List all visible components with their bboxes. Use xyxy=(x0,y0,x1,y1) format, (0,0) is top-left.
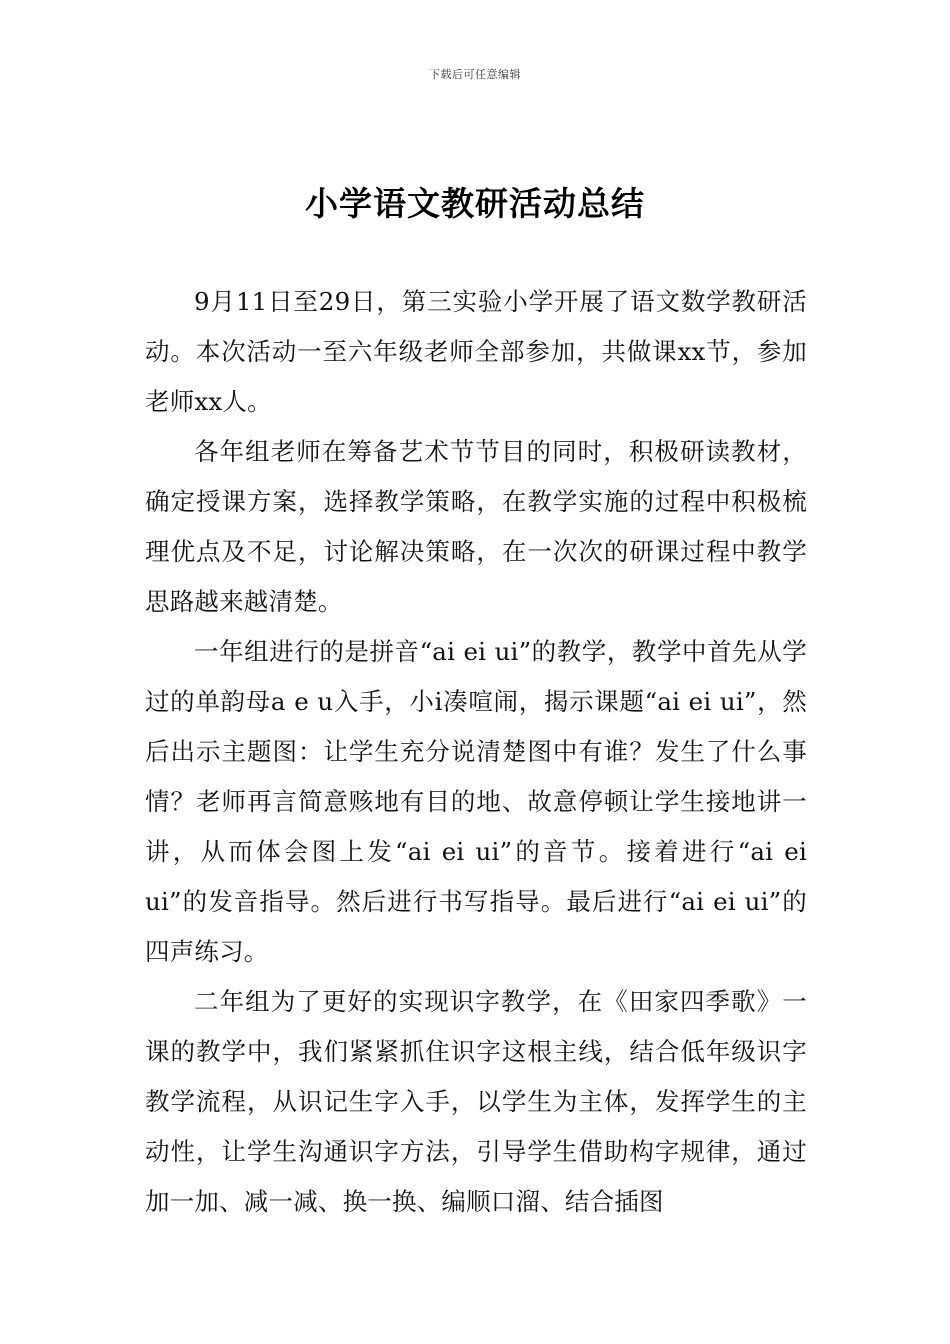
document-title: 小学语文教研活动总结 xyxy=(305,184,645,223)
header-note: 下载后可任意编辑 xyxy=(429,68,521,81)
paragraph-3: 一年组进行的是拼音“ai ei ui”的教学，教学中首先从学过的单韵母a e u入手，小i凑喧闹，揭示课题“ai ei ui”，然后出示主题图：让学生充分说清楚图中有谁？发生了什么事情？老师再言简意赅地有目的地、故意停顿让学生接地讲一讲，从而体会图上发“ai ei ui”的音节。接着进行“ai ei ui”的发音指导。然后进行书写指导。最后进行“ai ei ui”的四声练习。 xyxy=(145,637,807,966)
paragraph-4: 二年组为了更好的实现识字教学，在《田家四季歌》一课的教学中，我们紧紧抓住识字这根主线，结合低年级识字教学流程，从识记生字入手，以学生为主体，发挥学生的主动性，让学生沟通识字方法，引导学生借助构字规律，通过加一加、减一减、换一换、编顺口溜、结合插图 xyxy=(145,987,807,1216)
paragraph-2: 各年组老师在筹备艺术节节目的同时，积极研读教材，确定授课方案，选择教学策略，在教学实施的过程中积极梳理优点及不足，讨论解决策略，在一次次的研课过程中教学思路越来越清楚。 xyxy=(145,437,807,616)
paragraph-1: 9月11日至29日，第三实验小学开展了语文数学教研活动。本次活动一至六年级老师全部参加，共做课xx节，参加老师xx人。 xyxy=(145,287,807,416)
document-body xyxy=(145,277,807,1227)
